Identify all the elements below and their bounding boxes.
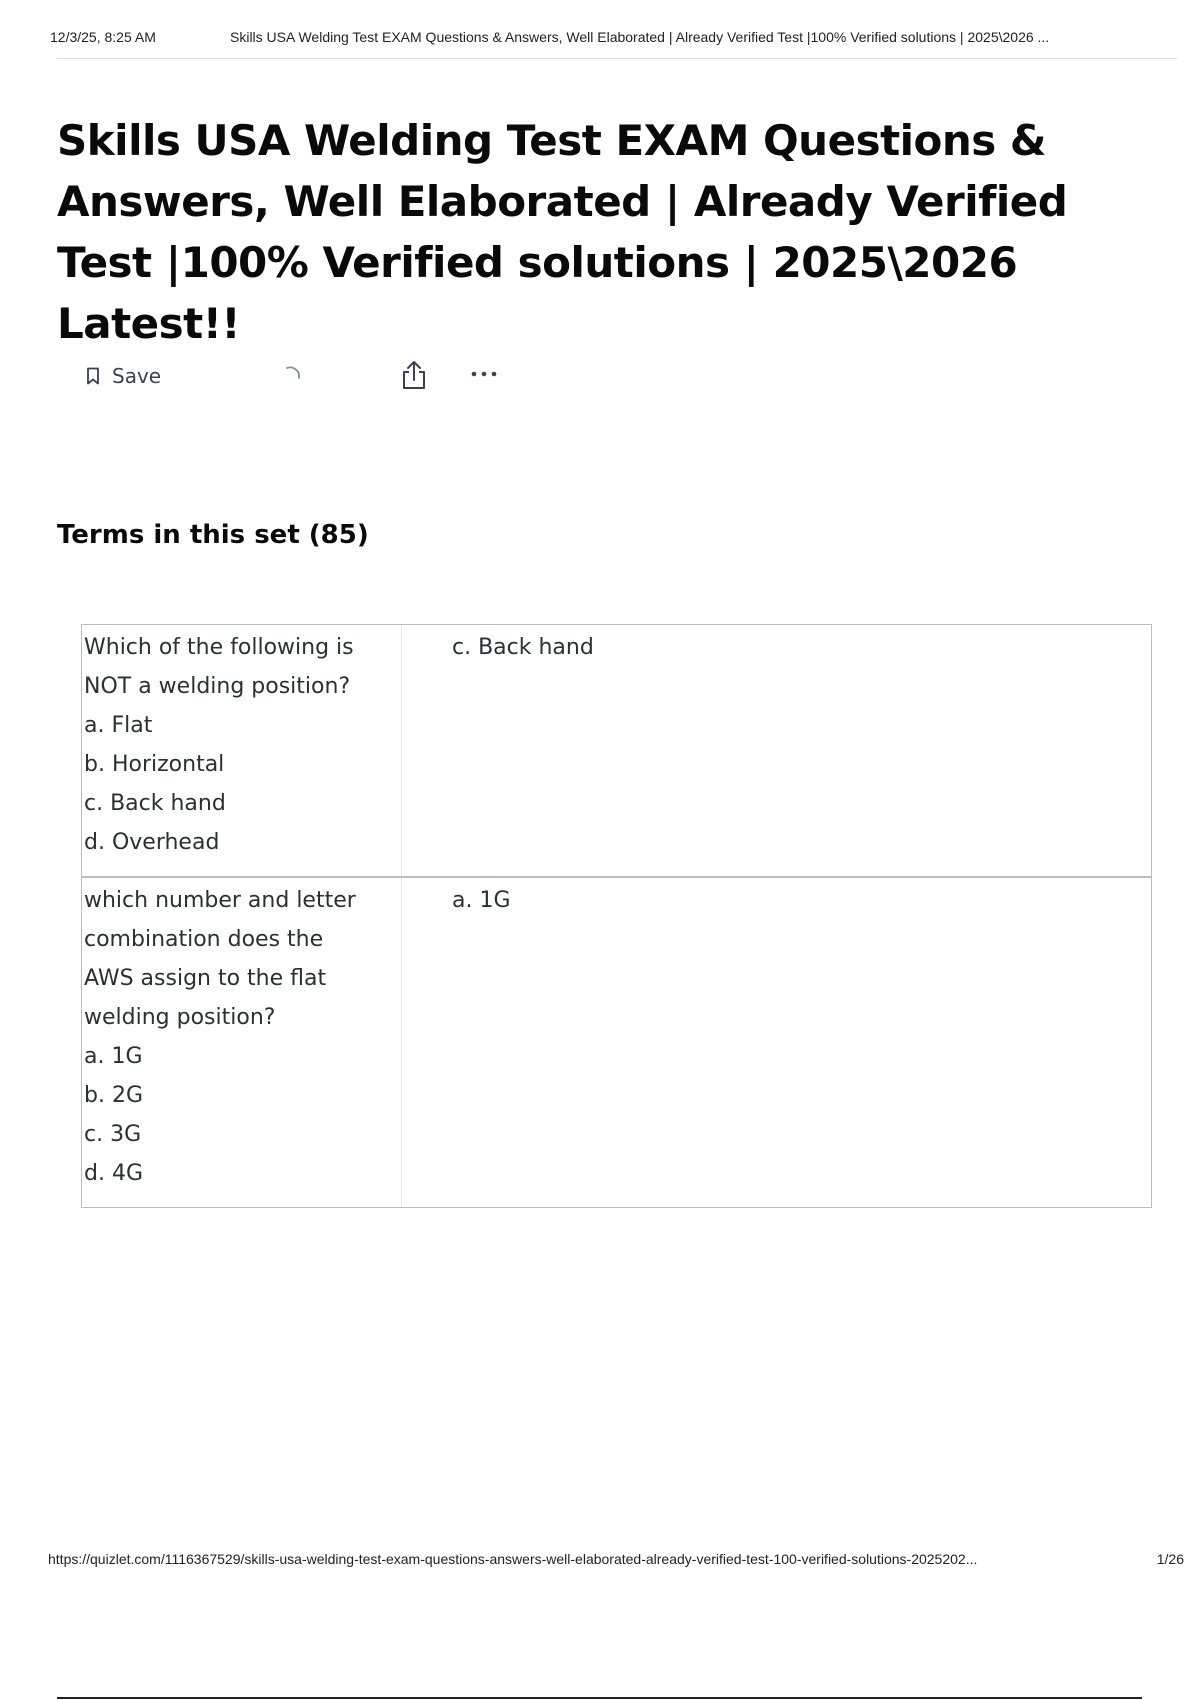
- term-text: [82, 625, 402, 876]
- terms-heading: Terms in this set (85): [57, 520, 369, 550]
- term-line: a. Flat: [84, 713, 153, 738]
- action-bar: [86, 356, 536, 396]
- more-horizontal-icon[interactable]: [469, 364, 499, 388]
- term-text: [82, 878, 402, 1207]
- term-line: AWS assign to the flat: [84, 966, 327, 991]
- term-line: NOT a welding position?: [84, 674, 351, 699]
- terms-table: [81, 624, 1152, 1208]
- term-line: d. Overhead: [84, 830, 220, 855]
- header-divider: [57, 58, 1177, 59]
- term-line: b. 2G: [84, 1083, 143, 1108]
- share-icon[interactable]: [399, 358, 429, 396]
- term-card[interactable]: [82, 625, 1151, 878]
- bookmark-icon: [86, 367, 100, 385]
- page-title: Skills USA Welding Test EXAM Questions & Answers, Well Elaborated | Already Verified Test |100% Verified solutions | 2025\2026 Latest!!: [57, 116, 1068, 348]
- save-label: Save: [112, 364, 162, 388]
- page-number: 1/26: [1156, 1551, 1184, 1567]
- term-line: a. 1G: [84, 1044, 143, 1069]
- print-document-title: Skills USA Welding Test EXAM Questions & Answers, Well Elaborated | Already Verified Test |100% Verified solutions | 2025\2026 ...: [230, 29, 1050, 45]
- definition-text: a. 1G: [452, 888, 511, 913]
- definition-text: c. Back hand: [452, 635, 594, 660]
- spinner-icon: [279, 364, 303, 392]
- term-line: d. 4G: [84, 1161, 143, 1186]
- term-line: welding position?: [84, 1005, 276, 1030]
- print-footer: [48, 1551, 1184, 1567]
- term-line: which number and letter: [84, 888, 356, 913]
- term-line: c. 3G: [84, 1122, 142, 1147]
- term-card[interactable]: [82, 878, 1151, 1207]
- term-line: Which of the following is: [84, 635, 354, 660]
- print-url: https://quizlet.com/1116367529/skills-usa-welding-test-exam-questions-answers-well-elaborated-already-verified-test-100-verified-solutions-2025202...: [48, 1551, 978, 1567]
- print-header: [50, 29, 1180, 45]
- page-bottom-divider: [57, 1697, 1142, 1699]
- term-line: c. Back hand: [84, 791, 226, 816]
- term-line: combination does the: [84, 927, 324, 952]
- term-line: b. Horizontal: [84, 752, 225, 777]
- save-button[interactable]: [86, 364, 161, 388]
- print-datetime: 12/3/25, 8:25 AM: [50, 29, 156, 45]
